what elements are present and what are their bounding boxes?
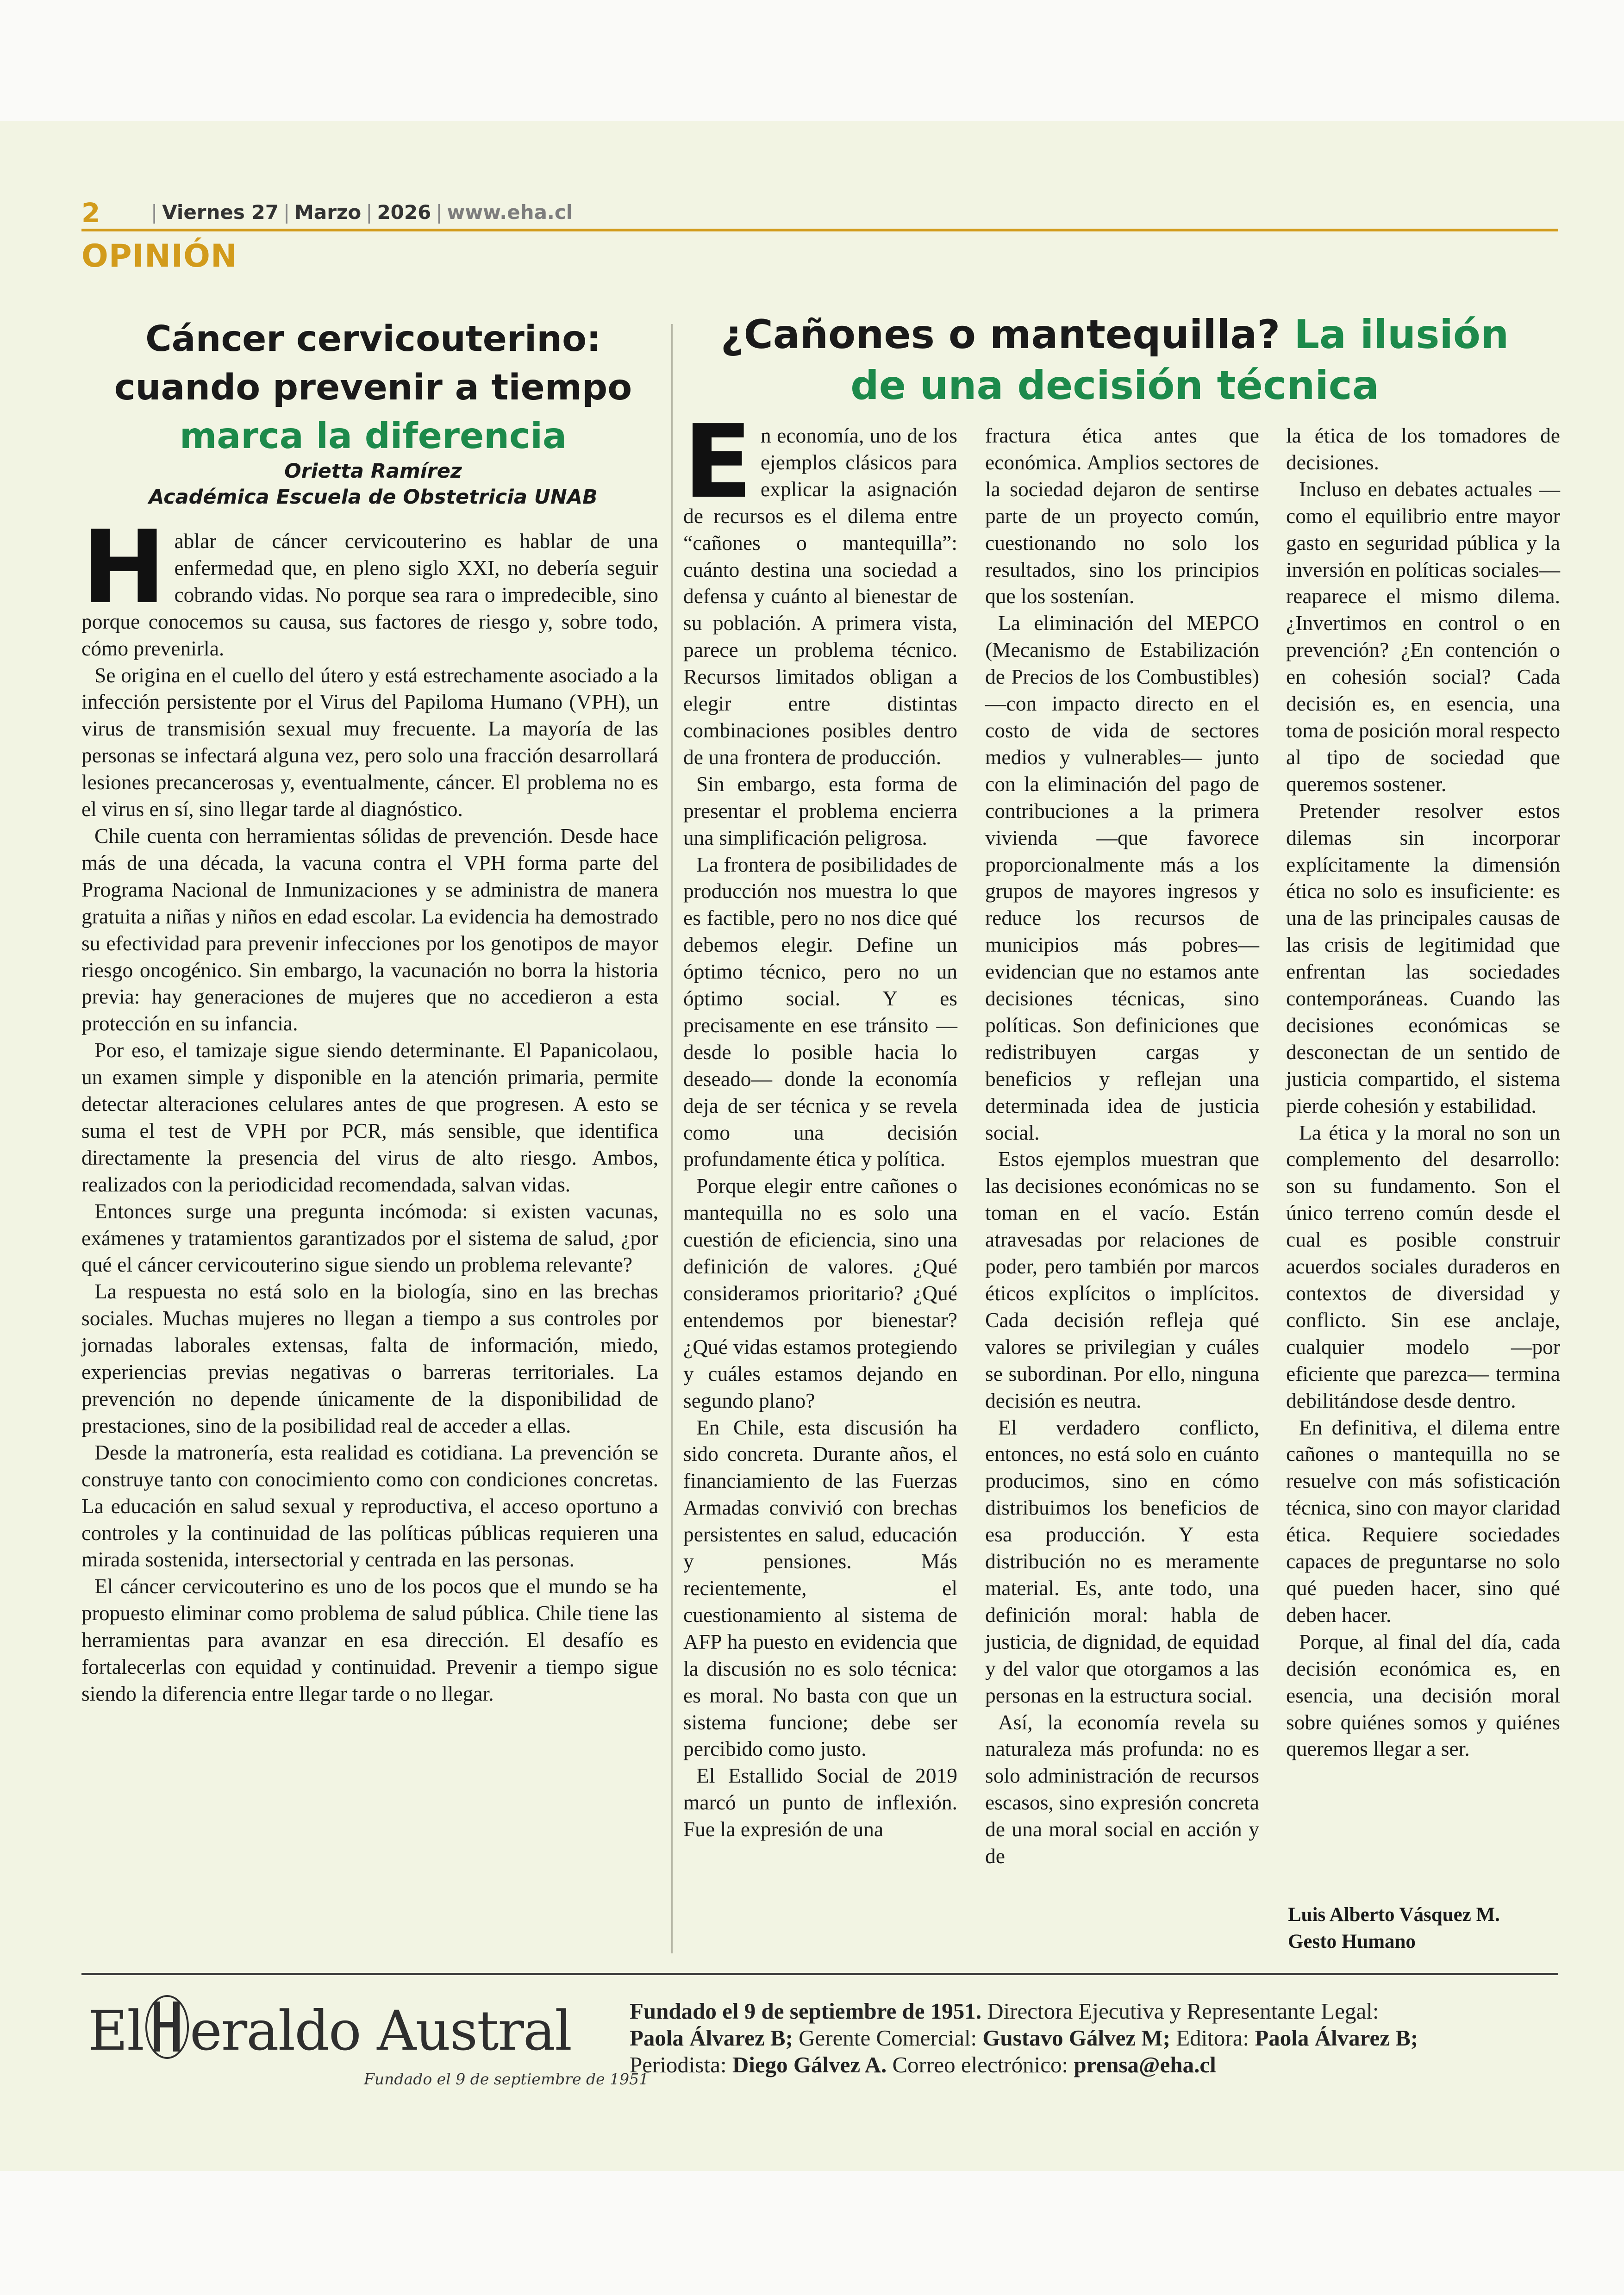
left-author-role: Académica Escuela de Obstetricia UNAB <box>149 486 598 509</box>
date-weekday-day: Viernes 27 <box>162 201 279 224</box>
logo-tagline: Fundado el 9 de septiembre de 1951 <box>364 2070 649 2088</box>
paragraph: fractura ética antes que económica. Amplios sectores de la sociedad dejaron de sentirse parte de un proyecto común, cuestionando no solo los resultados, sino los principios que los sostenían. <box>985 424 1259 608</box>
logo-rest: eraldo Austral <box>189 1999 571 2063</box>
masthead-credits <box>630 1998 1560 2078</box>
right-headline-part2: La ilusión <box>1294 312 1509 358</box>
right-article-column-2 <box>985 422 1259 1870</box>
footer-rule <box>81 1973 1558 1975</box>
section-title: OPINIÓN <box>81 238 237 274</box>
drop-cap: H <box>81 509 166 626</box>
logo-h-emblem <box>145 1995 188 2058</box>
paragraph: La frontera de posibilidades de producción nos muestra lo que es factible, pero no nos dice qué debemos elegir. Define un óptimo técnico, pero no un óptimo social. Y es precisamente en ese tránsito —desde lo posible hacia lo deseado— donde la economía deja de ser técnica y se revela como una decisión profundamente ética y política. <box>683 852 957 1171</box>
paragraph: Desde la matronería, esta realidad es cotidiana. La prevención se construye tanto con conocimiento como con condiciones concretas. La educación en salud sexual y reproductiva, el acceso oportuno a controles y la continuidad de las políticas públicas requieren una mirada sostenida, intersectorial y centrada en las personas. <box>81 1440 658 1572</box>
paragraph: Estos ejemplos muestran que las decisiones económicas no se toman en el vacío. Están atravesadas por relaciones de poder, pero también por marcos éticos explícitos o implícitos. Cada decisión refleja qué valores se privilegian y cuáles se subordinan. Por ello, ninguna decisión es neutra. <box>985 1147 1259 1412</box>
paragraph: La respuesta no está solo en la biología, sino en las brechas sociales. Muchas mujeres no llegan a tiempo a sus controles por jornadas laborales extensas, falta de información, miedo, experiencias previas negativas o barreras territoriales. La prevención no depende únicamente de la disponibilidad de prestaciones, sino de la posibilidad real de acceder a ellas. <box>81 1279 658 1437</box>
left-article-headline <box>81 315 665 461</box>
dateline: | Viernes 27 | Marzo | 2026 | www.eha.cl <box>151 201 573 224</box>
newspaper-logo <box>88 1995 606 2063</box>
paragraph: El Estallido Social de 2019 marcó un punto de inflexión. Fue la expresión de una <box>683 1764 957 1841</box>
paragraph: Porque, al final del día, cada decisión económica es, en esencia, una decisión moral sobre quiénes somos y quiénes queremos llegar a ser. <box>1286 1629 1560 1761</box>
header-rule <box>81 229 1558 231</box>
director-name: Paola Álvarez B; <box>630 2025 793 2051</box>
logo-el: El <box>88 1999 144 2063</box>
email-label: Correo electrónico: <box>892 2052 1068 2077</box>
paragraph: Hablar de cáncer cervicouterino es hablar de una enfermedad que, en pleno siglo XXI, no debería seguir cobrando vidas. No porque sea rara o impredecible, sino porque conocemos su causa, sus factores de riesgo y, sobre todo, cómo prevenirla. <box>81 509 658 660</box>
founded-date: Fundado el 9 de septiembre de 1951. <box>630 1998 981 2024</box>
paragraph: El cáncer cervicouterino es uno de los pocos que el mundo se ha propuesto eliminar como problema de salud pública. Chile tiene las herramientas para avanzar en esa dirección. El desafío es fortalecerlas con equidad y continuidad. Prevenir a tiempo sigue siendo la diferencia entre llegar tarde o no llegar. <box>81 1574 658 1705</box>
paragraph: En definitiva, el dilema entre cañones o mantequilla no se resuelve con más sofisticación técnica, sino con mayor claridad ética. Requiere sociedades capaces de preguntarse no solo qué pueden hacer, sino qué deben hacer. <box>1286 1415 1560 1627</box>
journalist-name: Diego Gálvez A. <box>732 2052 887 2077</box>
paragraph: Entonces surge una pregunta incómoda: si existen vacunas, exámenes y tratamientos garantizados por el sistema de salud, ¿por qué el cáncer cervicouterino sigue siendo un problema relevante? <box>81 1199 658 1277</box>
left-author-name: Orietta Ramírez <box>284 460 462 483</box>
paragraph: la ética de los tomadores de decisiones. <box>1286 424 1560 474</box>
editor-name: Paola Álvarez B; <box>1255 2025 1418 2051</box>
email-link[interactable]: prensa@eha.cl <box>1074 2052 1216 2077</box>
paragraph: Incluso en debates actuales —como el equilibrio entre mayor gasto en seguridad pública y la inversión en políticas sociales— reaparece el mismo dilema. ¿Invertimos en control o en prevención? ¿En contención o en cohesión social? Cada decisión es, en esencia, una toma de posición moral respecto al tipo de sociedad que queremos sostener. <box>1286 477 1560 796</box>
right-headline-part3: de una decisión técnica <box>850 362 1379 409</box>
paragraph: Pretender resolver estos dilemas sin incorporar explícitamente la dimensión ética no solo es insuficiente: es una de las principales causas de las crisis de legitimidad que enfrentan las sociedades contemporáneas. Cuando las decisiones económicas se desconectan de un sentido de justicia compartido, el sistema pierde cohesión y estabilidad. <box>1286 798 1560 1117</box>
paragraph: El verdadero conflicto, entonces, no está solo en cuánto producimos, sino en cómo distribuimos los beneficios de esa producción. Y esta distribución no es meramente material. Es, ante todo, una definición moral: habla de justicia, de dignidad, de equidad y del valor que otorgamos a las personas en la estructura social. <box>985 1415 1259 1707</box>
editor-label: Editora: <box>1176 2025 1249 2051</box>
paragraph: La eliminación del MEPCO (Mecanismo de Estabilización de Precios de los Combustibles) —con impacto directo en el costo de vida de sectores medios y vulnerables— junto con la eliminación del pago de contribuciones a la primera vivienda —que favorece proporcionalmente más a los grupos de mayores ingresos y reduce los recursos de municipios más pobres— evidencian que no estamos ante decisiones técnicas, sino políticas. Son definiciones que redistribuyen cargas y beneficios y reflejan una determinada idea de justicia social. <box>985 611 1259 1144</box>
date-month: Marzo <box>294 201 362 224</box>
right-article-signature <box>1288 1902 1566 1955</box>
paragraph: Sin embargo, esta forma de presentar el problema encierra una simplificación peligrosa. <box>683 772 957 849</box>
column-divider <box>671 324 673 1953</box>
paragraph: Porque elegir entre cañones o mantequilla no es solo una cuestión de eficiencia, sino una definición de valores. ¿Qué consideramos prioritario? ¿Qué entendemos por bienestar? ¿Qué vidas estamos protegiendo y cuáles estamos dejando en segundo plano? <box>683 1174 957 1412</box>
page-number: 2 <box>81 197 100 229</box>
left-article-body <box>81 509 658 1707</box>
right-author-org: Gesto Humano <box>1288 1931 1416 1952</box>
right-headline-part1: ¿Cañones o mantequilla? <box>720 312 1280 358</box>
manager-name: Gustavo Gálvez M; <box>982 2025 1170 2051</box>
paragraph: En economía, uno de los ejemplos clásicos para explicar la asignación de recursos es el dilema entre “cañones o mantequilla”: cuánto destina una sociedad a defensa y cuánto al bienestar de su población. A primera vista, parece un problema técnico. Recursos limitados obligan a elegir entre distintas combinaciones posibles dentro de una frontera de producción. <box>683 404 957 769</box>
left-headline-line1: Cáncer cervicouterino: <box>145 318 601 360</box>
date-year: 2026 <box>377 201 431 224</box>
right-article-column-1 <box>683 404 957 1843</box>
left-article-byline <box>81 458 665 510</box>
director-label: Directora Ejecutiva y Representante Legal: <box>987 1998 1379 2024</box>
manager-label: Gerente Comercial: <box>799 2025 977 2051</box>
paragraph: La ética y la moral no son un complemento del desarrollo: son su fundamento. Son el único terreno común desde el cual es posible construir acuerdos sociales duraderos en contextos de diversidad y conflicto. Sin ese anclaje, cualquier modelo —por eficiente que parezca— termina debilitándose desde dentro. <box>1286 1120 1560 1412</box>
drop-cap: E <box>683 404 752 521</box>
right-author-name: Luis Alberto Vásquez M. <box>1288 1904 1500 1926</box>
journalist-label: Periodista: <box>630 2052 727 2077</box>
paragraph: Así, la economía revela su naturaleza más profunda: no es solo administración de recursos escasos, sino expresión concreta de una moral social en acción y de <box>985 1710 1259 1868</box>
left-headline-line2: cuando prevenir a tiempo <box>114 367 632 408</box>
right-article-column-3 <box>1286 422 1560 1762</box>
paragraph: Chile cuenta con herramientas sólidas de prevención. Desde hace más de una década, la vacuna contra el VPH forma parte del Programa Nacional de Inmunizaciones y se administra de manera gratuita a niñas y niños en edad escolar. La evidencia ha demostrado su efectividad para prevenir infecciones por los genotipos de mayor riesgo oncogénico. Sin embargo, la vacunación no borra la historia previa: hay generaciones de mujeres que no accedieron a esta protección en su infancia. <box>81 823 658 1035</box>
paragraph: Se origina en el cuello del útero y está estrechamente asociado a la infección persistente por el Virus del Papiloma Humano (VPH), un virus de transmisión sexual muy frecuente. La mayoría de las personas se infectará alguna vez, pero solo una fracción desarrollará lesiones precancerosas y, eventualmente, cáncer. El problema no es el virus en sí, sino llegar tarde al diagnóstico. <box>81 663 658 821</box>
left-headline-line3: marca la diferencia <box>180 416 567 457</box>
paragraph: Por eso, el tamizaje sigue siendo determinante. El Papanicolaou, un examen simple y disponible en la atención primaria, permite detectar alteraciones celulares antes de que progresen. A esto se suma el test de VPH por PCR, más sensible, que identifica directamente la presencia del virus de alto riesgo. Ambos, realizados con la periodicidad recomendada, salvan vidas. <box>81 1038 658 1196</box>
paragraph: En Chile, esta discusión ha sido concreta. Durante años, el financiamiento de las Fuerzas Armadas convivió con brechas persistentes en salud, educación y pensiones. Más recientemente, el cuestionamiento al sistema de AFP ha puesto en evidencia que la discusión no es solo técnica: es moral. No basta con que un sistema funcione; debe ser percibido como justo. <box>683 1415 957 1761</box>
right-article-headline <box>671 309 1558 411</box>
page-header <box>81 194 1558 227</box>
website-link[interactable]: www.eha.cl <box>447 201 573 224</box>
